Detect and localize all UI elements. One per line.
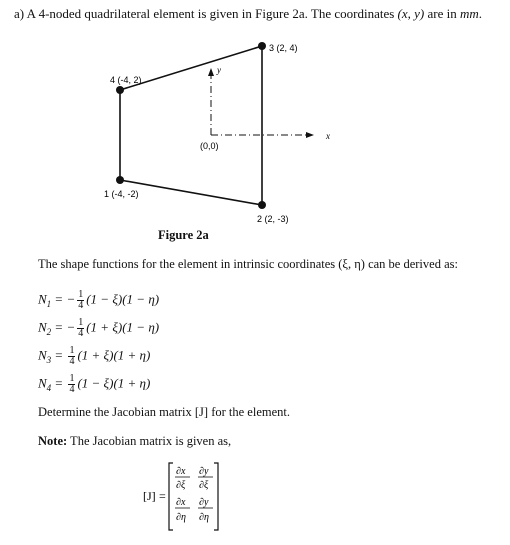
shape-intro-text: The shape functions for the element in intrinsic coordinates (ξ, η) can be derived as:	[38, 257, 458, 271]
cell-12-num: ∂y	[199, 466, 209, 477]
note-label: Note:	[38, 434, 68, 448]
eq-lhs: N	[38, 319, 47, 335]
node-2-label: 2 (2, -3)	[257, 214, 289, 224]
y-axis-label: y	[217, 65, 221, 75]
cell-22-num: ∂y	[199, 497, 209, 508]
cell-11-den: ∂ξ	[176, 480, 186, 491]
question-coords: (x, y)	[397, 6, 425, 21]
question-unit: mm	[459, 6, 479, 21]
cell-21-num: ∂x	[176, 497, 186, 508]
right-bracket	[214, 463, 218, 530]
figure-caption: Figure 2a	[158, 228, 209, 242]
eq-sub: 2	[46, 327, 52, 338]
frac-den: 4	[69, 356, 75, 367]
node-1-label: 1 (-4, -2)	[104, 189, 139, 199]
node-4-label: 4 (-4, 2)	[110, 75, 142, 85]
question-text-mid: are in	[424, 6, 460, 21]
eq-lhs: N	[38, 291, 47, 307]
shape-function-n4: $N_4$ = $\frac{1}{4}$ (1 − ξ)(1 + η)	[38, 373, 151, 395]
eq-sub: 3	[46, 355, 52, 366]
left-bracket	[169, 463, 173, 530]
eq-rest: (1 − ξ)(1 − η)	[86, 291, 160, 307]
jacobian-lhs: [J]	[143, 489, 156, 503]
jacobian-eq: =	[159, 489, 166, 503]
note-text: The Jacobian matrix is given as,	[67, 434, 232, 448]
frac-den: 4	[69, 384, 75, 395]
eq-rest: (1 + ξ)(1 + η)	[77, 347, 151, 363]
eq-sub: 4	[46, 383, 52, 394]
eq-rest: (1 + ξ)(1 − η)	[86, 319, 160, 335]
frac-num: 1	[78, 289, 84, 300]
shape-function-n3: $N_3$ = $\frac{1}{4}$ (1 + ξ)(1 + η)	[38, 345, 151, 367]
frac-num: 1	[78, 317, 84, 328]
frac-den: 4	[78, 328, 84, 339]
eq-rest: (1 − ξ)(1 + η)	[77, 375, 151, 391]
frac-den: 4	[78, 300, 84, 311]
cell-21-den: ∂η	[176, 512, 186, 523]
frac-num: 1	[69, 345, 75, 356]
eq-sub: 1	[46, 299, 52, 310]
frac-num: 1	[69, 373, 75, 384]
question-text-end: .	[478, 6, 482, 21]
eq-lhs: N	[38, 375, 47, 391]
shape-function-n2: $N_2$ = − $\frac{1}{4}$ (1 + ξ)(1 − η)	[38, 317, 160, 339]
x-axis-label: x	[326, 131, 330, 141]
shape-function-n1: $N_1$ = − $\frac{1}{4}$ (1 − ξ)(1 − η)	[38, 289, 160, 311]
determine-text: Determine the Jacobian matrix [J] for the element.	[38, 405, 290, 419]
question-marker: a)	[14, 6, 25, 21]
node-3-label: 3 (2, 4)	[269, 43, 298, 53]
cell-22-den: ∂η	[199, 512, 209, 523]
cell-12-den: ∂ξ	[199, 480, 209, 491]
question-text-before: A 4-noded quadrilateral element is given in Figure 2a. The coordinates	[26, 6, 398, 21]
cell-11-num: ∂x	[176, 466, 186, 477]
origin-label: (0,0)	[200, 141, 219, 151]
eq-lhs: N	[38, 347, 47, 363]
